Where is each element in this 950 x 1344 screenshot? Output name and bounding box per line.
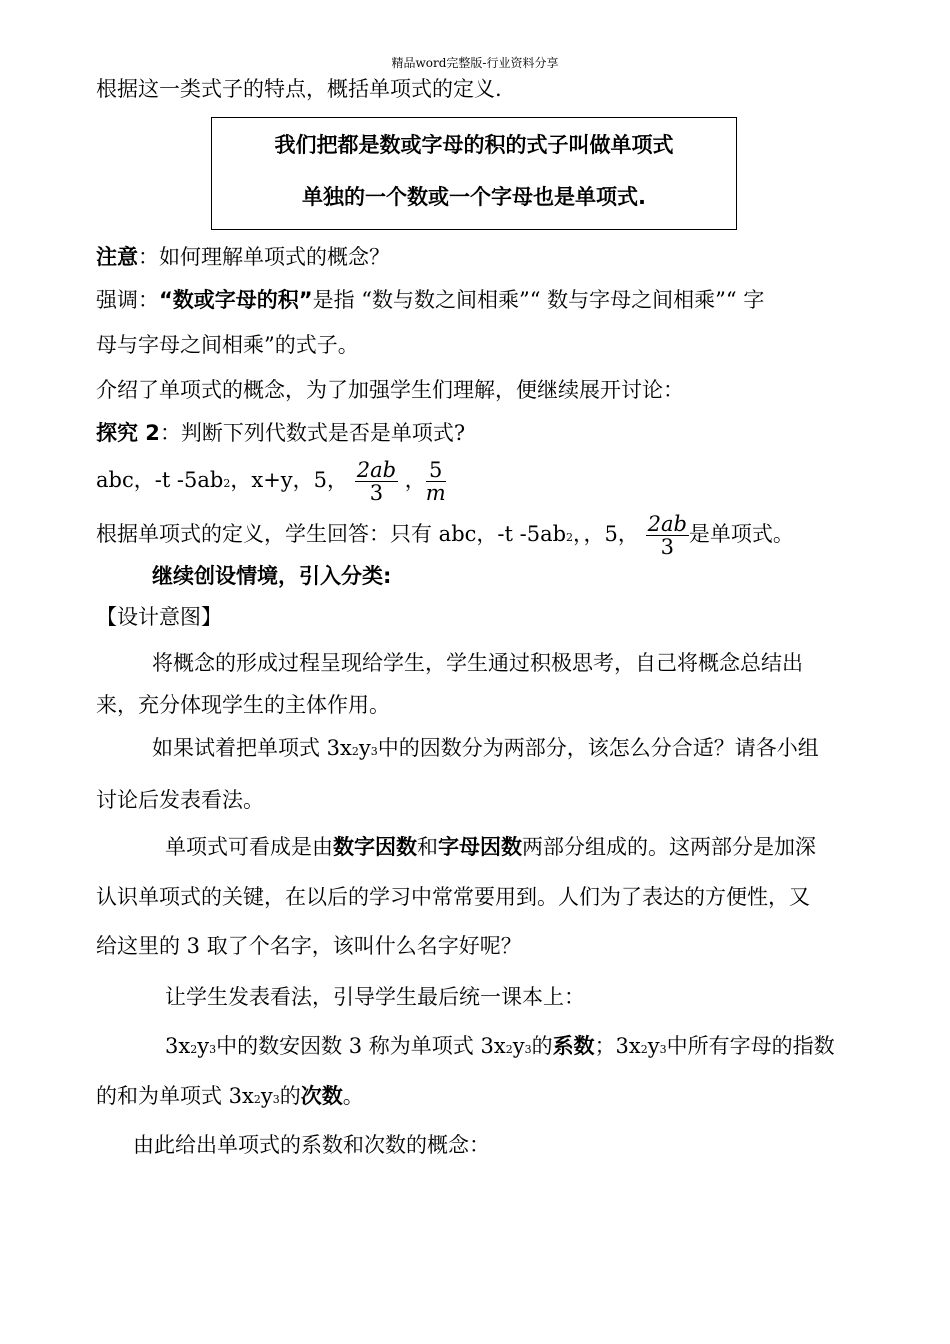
degree-term: 次数 <box>300 1084 343 1108</box>
factors-and: 和 <box>417 835 438 859</box>
definition-line-1: 我们把都是数或字母的积的式子叫做单项式 <box>274 133 674 157</box>
definition-line-2: 单独的一个数或一个字母也是单项式. <box>302 185 646 209</box>
answer-line <box>96 510 794 558</box>
term-y: y <box>197 1034 210 1058</box>
expr-part-1: abc，-t -5ab <box>96 468 224 492</box>
letter-factor-term: 字母因数 <box>438 835 522 859</box>
exponent: 3 <box>524 1043 532 1056</box>
term-y: y <box>647 1034 660 1058</box>
degree-period: 。 <box>342 1084 364 1108</box>
exponent: 3 <box>370 745 378 758</box>
numeric-factor-term: 数字因数 <box>333 835 417 859</box>
emphasis-prefix: 强调： <box>96 288 159 312</box>
transition-text: 介绍了单项式的概念，为了加强学生们理解，便继续展开讨论： <box>96 378 684 402</box>
definition-box <box>211 117 737 230</box>
explore-label: 探究 2 <box>96 421 160 445</box>
fraction-5-over-m <box>426 459 446 504</box>
answer-exponent: 2 <box>566 531 574 544</box>
explore-line <box>96 418 465 448</box>
factors-part-2: 两部分组成的。这两部分是加深 <box>522 835 816 859</box>
factors-line-3: 给这里的 3 取了个名字，该叫什么名字好呢？ <box>96 934 522 958</box>
factors-part-1: 单项式可看成是由 <box>165 835 333 859</box>
emphasis-line-2: 母与字母之间相乘”的式子。 <box>96 333 359 357</box>
exponent: 2 <box>253 1093 261 1106</box>
intro-text: 根据这一类式子的特点，概括单项式的定义. <box>96 77 502 101</box>
question-part-2: 中的因数分为两部分，该怎么分合适？请各小组 <box>377 736 819 760</box>
answer-part-3: 是单项式。 <box>688 522 794 546</box>
page-header: 精品word完整版-行业资料分享 <box>391 56 559 70</box>
explore-text: ：判断下列代数式是否是单项式? <box>159 421 466 445</box>
exponent: 2 <box>640 1043 648 1056</box>
expr-exponent: 2 <box>223 477 231 490</box>
question-line-2: 讨论后发表看法。 <box>96 788 264 812</box>
fraction-denominator: 3 <box>369 481 384 505</box>
expression-list <box>96 452 446 508</box>
factors-line-2: 认识单项式的关键，在以后的学习中常常要用到。人们为了表达的方便性，又 <box>96 885 810 909</box>
factors-line-1 <box>165 832 816 862</box>
expr-part-2: ，x+y，5， <box>230 468 349 492</box>
answer-part-1: 根据单项式的定义，学生回答：只有 abc，-t -5ab <box>96 522 567 546</box>
emphasis-rest-1: 是指 “数与数之间相乘”“ 数与字母之间相乘”“ 字 <box>312 288 765 312</box>
note-text: 如何理解单项式的概念？ <box>159 245 390 269</box>
fraction-numerator: 2ab <box>647 512 687 536</box>
note-colon: ： <box>138 245 159 269</box>
exponent: 3 <box>659 1043 667 1056</box>
emphasis-bold: “数或字母的积” <box>159 288 313 312</box>
expr-separator: ， <box>404 468 426 492</box>
fraction-2ab-over-3 <box>355 459 398 504</box>
note-label: 注意 <box>96 245 138 269</box>
design-title: 【设计意图】 <box>96 605 222 629</box>
fraction-numerator: 5 <box>426 459 446 482</box>
question-part-1: 如果试着把单项式 3x <box>152 736 352 760</box>
coefficient-line-2 <box>96 1081 364 1115</box>
term-y: y <box>260 1084 273 1108</box>
fraction-denominator: m <box>425 481 446 505</box>
coef-text-3: 中所有字母的指数 <box>666 1034 835 1058</box>
exponent: 3 <box>272 1093 280 1106</box>
coef-text-2: ；3x <box>594 1034 641 1058</box>
conclusion-text: 由此给出单项式的系数和次数的概念： <box>133 1133 490 1157</box>
design-line-2: 来，充分体现学生的主体作用。 <box>96 693 390 717</box>
fraction-denominator: 3 <box>660 535 674 559</box>
answer-part-2: ，，5， <box>573 522 639 546</box>
degree-text-1: 的和为单项式 3x <box>96 1084 254 1108</box>
exponent: 3 <box>209 1043 217 1056</box>
coef-de: 的 <box>531 1034 553 1058</box>
term-y: y <box>512 1034 525 1058</box>
fraction-numerator: 2ab <box>356 458 397 482</box>
degree-de: 的 <box>279 1084 301 1108</box>
coef-text-1: 中的数安因数 3 称为单项式 3x <box>216 1034 506 1058</box>
exponent: 2 <box>351 745 359 758</box>
note-line <box>96 242 390 272</box>
question-y: y <box>358 736 371 760</box>
design-line-1: 将概念的形成过程呈现给学生，学生通过积极思考，自己将概念总结出 <box>152 651 803 675</box>
continue-line: 继续创设情境，引入分类: <box>152 564 392 588</box>
term-3x: 3x <box>165 1034 191 1058</box>
exponent: 2 <box>190 1043 198 1056</box>
answer-fraction <box>646 513 689 558</box>
exponent: 2 <box>505 1043 513 1056</box>
coefficient-line-1 <box>165 1031 835 1065</box>
emphasis-line-1 <box>96 285 764 315</box>
question-line-1 <box>152 733 819 767</box>
guide-text: 让学生发表看法，引导学生最后统一课本上： <box>165 985 585 1009</box>
coefficient-term: 系数 <box>552 1034 595 1058</box>
